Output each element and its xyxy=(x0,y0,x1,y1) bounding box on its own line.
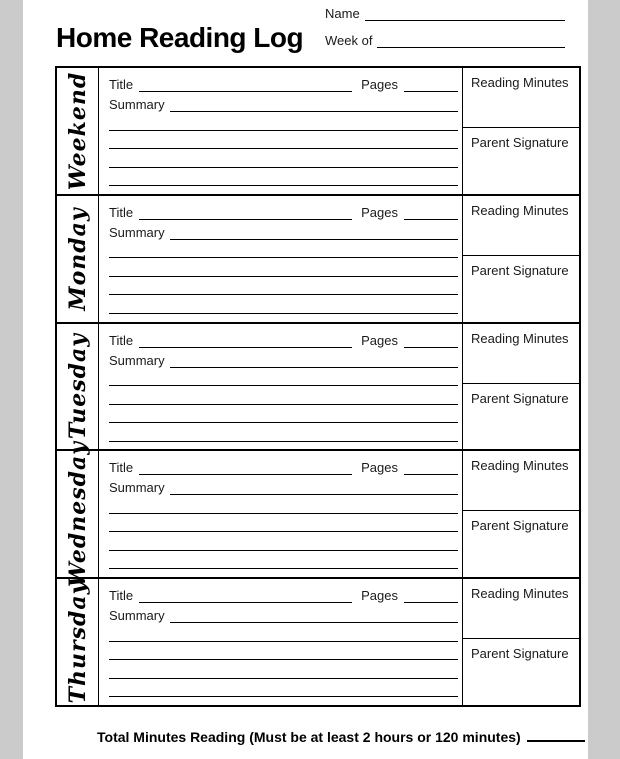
reading-minutes-label: Reading Minutes xyxy=(471,75,569,90)
summary-continuation-line xyxy=(109,277,458,296)
name-blank-line xyxy=(365,18,565,21)
summary-field-row xyxy=(109,92,458,112)
title-field-row xyxy=(109,451,458,475)
day-label: Thursday xyxy=(64,580,91,704)
reading-minutes-label: Reading Minutes xyxy=(471,330,569,346)
summary-continuation-line xyxy=(109,495,458,514)
summary-continuation-line xyxy=(109,405,458,424)
side-column xyxy=(462,579,579,705)
entry-cell xyxy=(99,451,462,577)
week-of-label: Week of xyxy=(325,33,373,48)
title-field-row xyxy=(109,196,458,220)
entry-cell xyxy=(99,579,462,705)
parent-signature-label: Parent Signature xyxy=(471,646,569,662)
summary-continuation-line xyxy=(109,679,458,698)
pages-label: Pages xyxy=(361,588,398,604)
reading-minutes-label: Reading Minutes xyxy=(471,202,569,218)
summary-label: Summary xyxy=(109,608,165,624)
title-label: Title xyxy=(109,332,134,348)
day-label: Wednesday xyxy=(64,441,91,588)
title-label: Title xyxy=(109,460,134,476)
title-field-row xyxy=(109,579,458,603)
day-label: Tuesday xyxy=(64,333,91,440)
side-column xyxy=(462,68,579,194)
day-label: Monday xyxy=(64,206,91,311)
summary-continuation-line xyxy=(109,514,458,533)
parent-signature-label: Parent Signature xyxy=(471,135,569,150)
summary-continuation-line xyxy=(109,660,458,679)
day-cell xyxy=(57,68,99,194)
title-field-row xyxy=(109,324,458,348)
day-cell xyxy=(57,579,99,705)
parent-signature-cell xyxy=(463,639,579,705)
summary-field-row xyxy=(109,475,458,495)
footer-total-row xyxy=(23,729,588,745)
pages-label: Pages xyxy=(361,460,398,476)
parent-signature-label: Parent Signature xyxy=(471,390,569,406)
pages-label: Pages xyxy=(361,204,398,220)
summary-continuation-line xyxy=(109,368,458,387)
parent-signature-cell xyxy=(463,511,579,577)
day-cell xyxy=(57,324,99,450)
total-minutes-blank-line xyxy=(527,739,585,742)
day-label: Weekend xyxy=(64,71,91,191)
summary-field-row xyxy=(109,348,458,368)
week-of-field-row xyxy=(325,33,565,48)
day-cell xyxy=(57,441,99,588)
total-minutes-label: Total Minutes Reading (Must be at least 2 hours or 120 minutes) xyxy=(97,729,521,745)
title-label: Title xyxy=(109,204,134,220)
day-row xyxy=(57,322,579,450)
summary-continuation-line xyxy=(109,386,458,405)
name-field-row xyxy=(325,6,565,21)
reading-minutes-label: Reading Minutes xyxy=(471,586,569,602)
summary-field-row xyxy=(109,603,458,623)
reading-minutes-cell xyxy=(463,68,579,128)
parent-signature-label: Parent Signature xyxy=(471,262,569,278)
reading-minutes-cell xyxy=(463,196,579,256)
parent-signature-cell xyxy=(463,128,579,194)
summary-field-row xyxy=(109,220,458,240)
entry-cell xyxy=(99,324,462,450)
parent-signature-label: Parent Signature xyxy=(471,518,569,534)
summary-continuation-line xyxy=(109,168,458,187)
reading-minutes-cell xyxy=(463,579,579,639)
title-label: Title xyxy=(109,77,134,92)
summary-label: Summary xyxy=(109,224,165,240)
summary-continuation-line xyxy=(109,295,458,314)
day-row xyxy=(57,68,579,194)
title-label: Title xyxy=(109,588,134,604)
summary-continuation-line xyxy=(109,112,458,131)
page-title: Home Reading Log xyxy=(56,22,304,53)
summary-continuation-line xyxy=(109,258,458,277)
parent-signature-cell xyxy=(463,384,579,450)
week-of-blank-line xyxy=(377,45,565,48)
summary-continuation-line xyxy=(109,240,458,259)
side-column xyxy=(462,324,579,450)
day-row xyxy=(57,577,579,705)
day-cell xyxy=(57,196,99,322)
summary-continuation-line xyxy=(109,423,458,442)
side-column xyxy=(462,196,579,322)
summary-continuation-line xyxy=(109,623,458,642)
summary-label: Summary xyxy=(109,97,165,112)
summary-continuation-line xyxy=(109,149,458,168)
summary-continuation-line xyxy=(109,551,458,570)
reading-minutes-cell xyxy=(463,324,579,384)
reading-log-table xyxy=(55,66,581,707)
summary-continuation-line xyxy=(109,532,458,551)
name-label: Name xyxy=(325,6,360,21)
summary-label: Summary xyxy=(109,480,165,496)
summary-label: Summary xyxy=(109,352,165,368)
entry-cell xyxy=(99,196,462,322)
side-column xyxy=(462,451,579,577)
day-row xyxy=(57,441,579,588)
day-row xyxy=(57,194,579,322)
reading-minutes-label: Reading Minutes xyxy=(471,458,569,474)
pages-label: Pages xyxy=(361,332,398,348)
summary-continuation-line xyxy=(109,642,458,661)
summary-continuation-line xyxy=(109,131,458,150)
worksheet-page xyxy=(23,0,588,759)
parent-signature-cell xyxy=(463,256,579,322)
pages-label: Pages xyxy=(361,77,398,92)
entry-cell xyxy=(99,68,462,194)
reading-minutes-cell xyxy=(463,451,579,511)
title-field-row xyxy=(109,68,458,92)
